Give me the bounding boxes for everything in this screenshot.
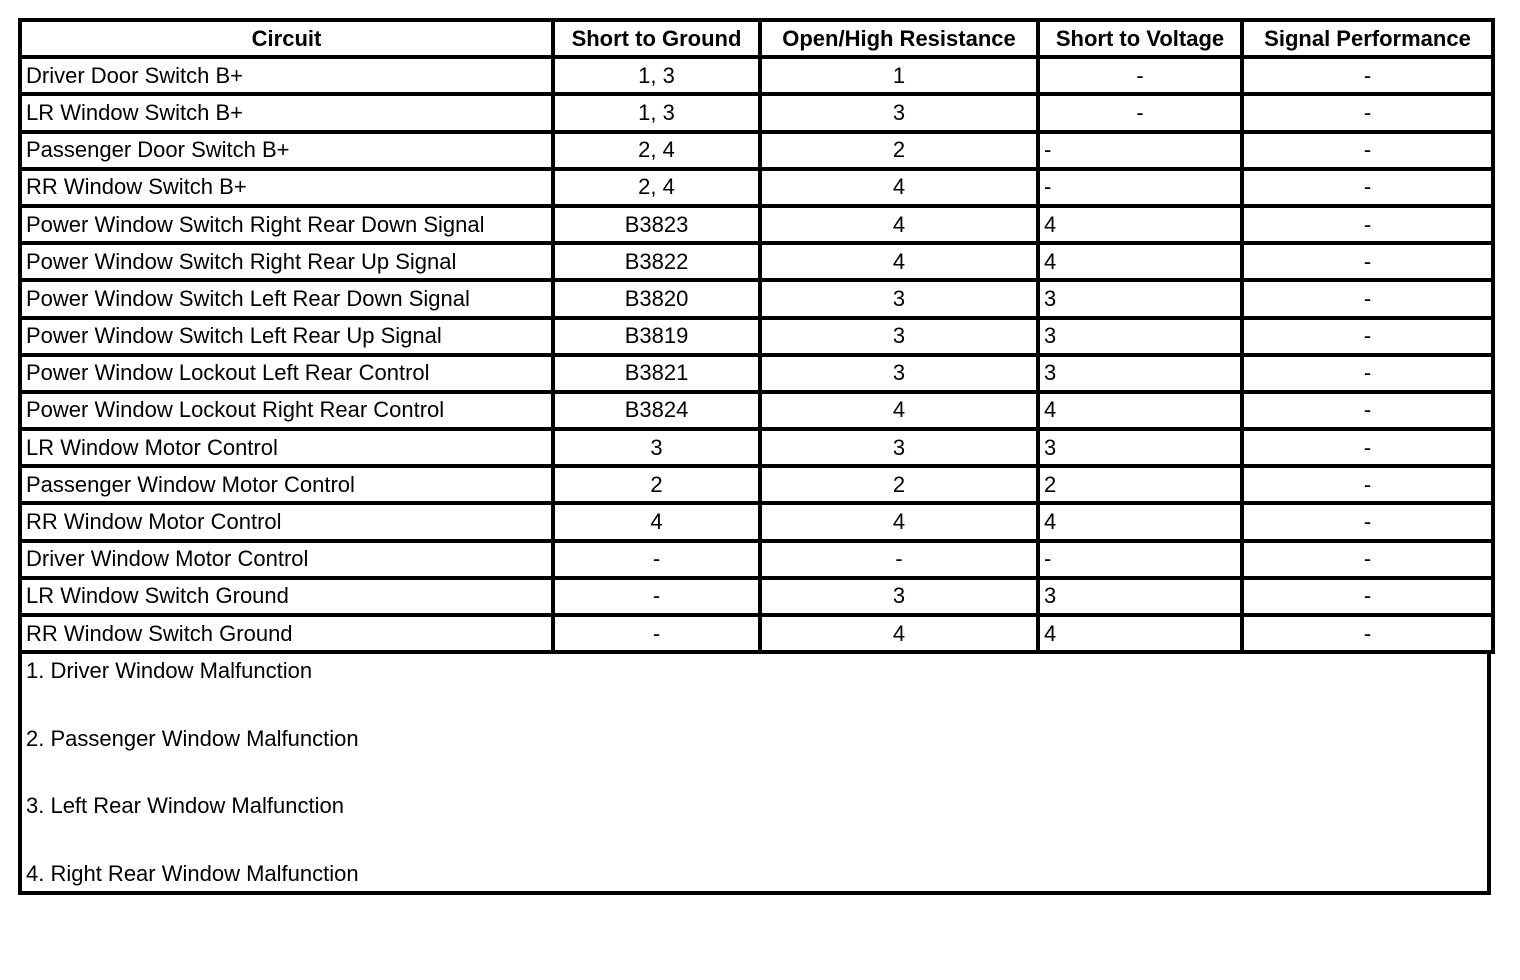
cell-open-high-resistance: 3 <box>760 355 1038 392</box>
table-row <box>20 280 1493 317</box>
table-row <box>20 355 1493 392</box>
cell-circuit: Driver Window Motor Control <box>20 541 553 578</box>
footnote-item: 1. Driver Window Malfunction <box>26 658 313 684</box>
diagnostic-table-container <box>18 18 1491 895</box>
cell-signal-performance: - <box>1242 503 1493 540</box>
table-row <box>20 429 1493 466</box>
cell-short-to-voltage: 3 <box>1038 318 1242 355</box>
table-row <box>20 578 1493 615</box>
cell-short-to-ground: 2, 4 <box>553 132 760 169</box>
cell-open-high-resistance: 2 <box>760 132 1038 169</box>
cell-signal-performance: - <box>1242 615 1493 652</box>
cell-signal-performance: - <box>1242 132 1493 169</box>
cell-short-to-voltage: 4 <box>1038 615 1242 652</box>
cell-short-to-voltage: 4 <box>1038 206 1242 243</box>
cell-signal-performance: - <box>1242 57 1493 94</box>
footnote-item: 4. Right Rear Window Malfunction <box>26 860 359 886</box>
cell-short-to-voltage: - <box>1038 132 1242 169</box>
cell-short-to-voltage: - <box>1038 541 1242 578</box>
cell-signal-performance: - <box>1242 280 1493 317</box>
cell-short-to-voltage: 4 <box>1038 243 1242 280</box>
cell-short-to-ground: 2 <box>553 466 760 503</box>
cell-open-high-resistance: 3 <box>760 429 1038 466</box>
cell-short-to-ground: - <box>553 578 760 615</box>
table-row <box>20 243 1493 280</box>
cell-short-to-ground: 1, 3 <box>553 57 760 94</box>
cell-short-to-ground: - <box>553 615 760 652</box>
table-row <box>20 466 1493 503</box>
table-row <box>20 169 1493 206</box>
cell-circuit: LR Window Motor Control <box>20 429 553 466</box>
header-short-to-voltage: Short to Voltage <box>1038 20 1242 57</box>
header-signal-performance: Signal Performance <box>1242 20 1493 57</box>
table-row <box>20 132 1493 169</box>
cell-circuit: Power Window Lockout Right Rear Control <box>20 392 553 429</box>
cell-open-high-resistance: 4 <box>760 503 1038 540</box>
cell-signal-performance: - <box>1242 169 1493 206</box>
cell-short-to-voltage: 4 <box>1038 392 1242 429</box>
cell-open-high-resistance: 2 <box>760 466 1038 503</box>
cell-signal-performance: - <box>1242 578 1493 615</box>
cell-short-to-ground: 2, 4 <box>553 169 760 206</box>
header-circuit: Circuit <box>20 20 553 57</box>
circuit-fault-table <box>18 18 1495 654</box>
cell-signal-performance: - <box>1242 94 1493 131</box>
footnote-item: 2. Passenger Window Malfunction <box>26 725 359 751</box>
cell-short-to-voltage: 3 <box>1038 280 1242 317</box>
table-row <box>20 57 1493 94</box>
cell-open-high-resistance: 4 <box>760 615 1038 652</box>
footnotes-box <box>18 654 1491 895</box>
header-row <box>20 20 1493 57</box>
cell-signal-performance: - <box>1242 318 1493 355</box>
cell-short-to-ground: B3821 <box>553 355 760 392</box>
cell-circuit: Passenger Window Motor Control <box>20 466 553 503</box>
cell-open-high-resistance: - <box>760 541 1038 578</box>
cell-short-to-ground: - <box>553 541 760 578</box>
table-row <box>20 615 1493 652</box>
cell-circuit: LR Window Switch Ground <box>20 578 553 615</box>
cell-circuit: Power Window Switch Left Rear Up Signal <box>20 318 553 355</box>
cell-open-high-resistance: 4 <box>760 392 1038 429</box>
cell-short-to-ground: 3 <box>553 429 760 466</box>
cell-circuit: RR Window Switch B+ <box>20 169 553 206</box>
cell-circuit: Passenger Door Switch B+ <box>20 132 553 169</box>
table-row <box>20 541 1493 578</box>
cell-open-high-resistance: 4 <box>760 169 1038 206</box>
cell-open-high-resistance: 4 <box>760 243 1038 280</box>
cell-open-high-resistance: 3 <box>760 578 1038 615</box>
cell-signal-performance: - <box>1242 392 1493 429</box>
table-row <box>20 318 1493 355</box>
table-row <box>20 94 1493 131</box>
cell-short-to-ground: 1, 3 <box>553 94 760 131</box>
cell-circuit: Power Window Lockout Left Rear Control <box>20 355 553 392</box>
cell-circuit: Power Window Switch Right Rear Up Signal <box>20 243 553 280</box>
cell-short-to-voltage: - <box>1038 94 1242 131</box>
cell-short-to-voltage: 2 <box>1038 466 1242 503</box>
cell-short-to-voltage: - <box>1038 169 1242 206</box>
cell-signal-performance: - <box>1242 206 1493 243</box>
cell-circuit: RR Window Motor Control <box>20 503 553 540</box>
cell-open-high-resistance: 1 <box>760 57 1038 94</box>
cell-short-to-ground: B3823 <box>553 206 760 243</box>
cell-signal-performance: - <box>1242 466 1493 503</box>
cell-circuit: LR Window Switch B+ <box>20 94 553 131</box>
table-row <box>20 392 1493 429</box>
cell-signal-performance: - <box>1242 355 1493 392</box>
footnote-item: 3. Left Rear Window Malfunction <box>26 793 344 819</box>
cell-circuit: Power Window Switch Left Rear Down Signal <box>20 280 553 317</box>
cell-short-to-ground: B3824 <box>553 392 760 429</box>
header-open-high-resistance: Open/High Resistance <box>760 20 1038 57</box>
cell-circuit: RR Window Switch Ground <box>20 615 553 652</box>
cell-short-to-ground: B3820 <box>553 280 760 317</box>
cell-short-to-ground: B3822 <box>553 243 760 280</box>
cell-signal-performance: - <box>1242 429 1493 466</box>
cell-open-high-resistance: 3 <box>760 318 1038 355</box>
table-row <box>20 206 1493 243</box>
table-row <box>20 503 1493 540</box>
cell-short-to-voltage: - <box>1038 57 1242 94</box>
cell-open-high-resistance: 4 <box>760 206 1038 243</box>
cell-signal-performance: - <box>1242 243 1493 280</box>
cell-short-to-voltage: 3 <box>1038 429 1242 466</box>
cell-short-to-ground: B3819 <box>553 318 760 355</box>
cell-short-to-ground: 4 <box>553 503 760 540</box>
cell-open-high-resistance: 3 <box>760 280 1038 317</box>
cell-short-to-voltage: 4 <box>1038 503 1242 540</box>
header-short-to-ground: Short to Ground <box>553 20 760 57</box>
cell-circuit: Power Window Switch Right Rear Down Signal <box>20 206 553 243</box>
cell-signal-performance: - <box>1242 541 1493 578</box>
cell-short-to-voltage: 3 <box>1038 578 1242 615</box>
cell-short-to-voltage: 3 <box>1038 355 1242 392</box>
cell-open-high-resistance: 3 <box>760 94 1038 131</box>
cell-circuit: Driver Door Switch B+ <box>20 57 553 94</box>
